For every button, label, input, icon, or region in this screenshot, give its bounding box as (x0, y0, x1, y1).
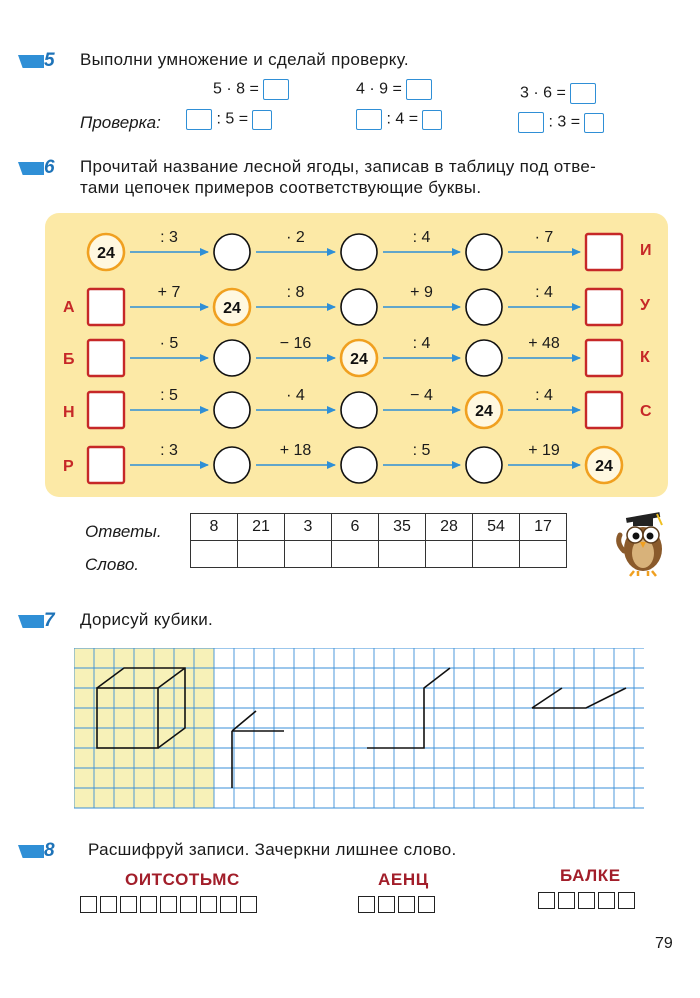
letter-box[interactable] (618, 892, 635, 909)
operation-label: : 4 (535, 284, 553, 301)
task-5-equation-2: 4 · 9 = (356, 79, 432, 100)
letter-box[interactable] (378, 896, 395, 913)
scrambled-word-2: АЕНЦ (378, 870, 429, 889)
answer-cell: 8 (191, 514, 238, 541)
task-5-equation-1: 5 · 8 = (213, 79, 289, 100)
task-6-text-line-2: тами цепочек примеров соответствующие буквы. (80, 178, 482, 197)
answer-square[interactable] (88, 392, 124, 428)
letter-cell[interactable] (426, 541, 473, 568)
answer-circle[interactable] (214, 340, 250, 376)
operation-label: + 48 (528, 335, 560, 352)
answer-circle[interactable] (341, 289, 377, 325)
task-5-check-1: : 5 = (186, 109, 272, 130)
word-row (191, 541, 567, 568)
answer-circle[interactable] (214, 234, 250, 270)
answer-square[interactable] (586, 289, 622, 325)
letter-cell[interactable] (285, 541, 332, 568)
letter-cell[interactable] (238, 541, 285, 568)
operation-label: − 16 (279, 335, 312, 352)
operation-label: : 5 (160, 387, 178, 404)
letter-cell[interactable] (473, 541, 520, 568)
answer-square[interactable] (586, 234, 622, 270)
row-label-right: К (640, 349, 650, 366)
scrambled-word-1: ОИТСОТЬМС (125, 870, 240, 889)
answer-square[interactable] (586, 392, 622, 428)
answer-cell: 3 (285, 514, 332, 541)
answer-circle[interactable] (214, 392, 250, 428)
scrambled-word-3: БАЛКЕ (560, 866, 621, 885)
answer-cell: 54 (473, 514, 520, 541)
operation-label: · 2 (286, 229, 305, 246)
letter-cell[interactable] (379, 541, 426, 568)
cube-grid (74, 648, 644, 813)
operation-label: + 9 (410, 284, 433, 301)
answer-circle[interactable] (341, 234, 377, 270)
row-label-left: Б (63, 351, 75, 368)
letter-cell[interactable] (191, 541, 238, 568)
letter-boxes-2[interactable] (358, 896, 438, 913)
task-5-equation-3: 3 · 6 = (520, 83, 596, 104)
answer-cell: 35 (379, 514, 426, 541)
operation-label: : 3 (160, 229, 178, 246)
word-label: Слово. (85, 555, 139, 574)
letter-box[interactable] (558, 892, 575, 909)
answer-square[interactable] (88, 289, 124, 325)
operation-label: : 8 (286, 284, 305, 301)
answer-circle[interactable] (341, 447, 377, 483)
operation-label: · 5 (159, 335, 179, 352)
start-value: 24 (350, 351, 368, 368)
answers-table (190, 513, 567, 568)
task-7-number: 7 (44, 610, 55, 631)
row-label-left: А (63, 299, 75, 316)
task-7-text: Дорисуй кубики. (80, 610, 214, 629)
task-6-number: 6 (44, 157, 55, 178)
answer-square[interactable] (88, 340, 124, 376)
letter-box[interactable] (398, 896, 415, 913)
operation-label: − 4 (410, 387, 433, 404)
answer-circle[interactable] (466, 234, 502, 270)
letter-box[interactable] (598, 892, 615, 909)
operation-label: · 4 (286, 387, 305, 404)
task-5-number: 5 (44, 50, 55, 71)
row-label-right: С (640, 403, 652, 420)
answer-square[interactable] (88, 447, 124, 483)
operation-label: + 19 (528, 442, 560, 459)
answers-label: Ответы. (85, 522, 162, 541)
letter-box[interactable] (80, 896, 97, 913)
cube-start-1 (232, 711, 284, 788)
letter-box[interactable] (180, 896, 197, 913)
letter-box[interactable] (240, 896, 257, 913)
start-value: 24 (223, 300, 241, 317)
task-5-check-3: : 3 = (518, 112, 604, 133)
operation-label: : 4 (412, 229, 431, 246)
letter-box[interactable] (578, 892, 595, 909)
start-value: 24 (595, 458, 613, 475)
operation-label: : 5 (412, 442, 431, 459)
letter-box[interactable] (120, 896, 137, 913)
cube-start-3 (532, 688, 626, 708)
answer-square[interactable] (586, 340, 622, 376)
page-number: 79 (655, 935, 673, 952)
answer-circle[interactable] (341, 392, 377, 428)
letter-box[interactable] (160, 896, 177, 913)
answer-circle[interactable] (466, 289, 502, 325)
answer-cell: 28 (426, 514, 473, 541)
letter-boxes-3[interactable] (538, 892, 638, 909)
letter-box[interactable] (220, 896, 237, 913)
check-label: Проверка: (80, 113, 161, 132)
letter-box[interactable] (200, 896, 217, 913)
task-8-number: 8 (44, 840, 55, 861)
row-label-right: И (640, 242, 652, 259)
row-label-right: У (640, 297, 650, 314)
letter-cell[interactable] (332, 541, 379, 568)
task-8-text: Расшифруй записи. Зачеркни лишнее слово. (88, 840, 457, 859)
operation-label: : 4 (412, 335, 431, 352)
letter-box[interactable] (358, 896, 375, 913)
answer-circle[interactable] (466, 340, 502, 376)
letter-boxes-1[interactable] (80, 896, 260, 913)
answers-row (191, 514, 567, 541)
answer-circle[interactable] (214, 447, 250, 483)
answer-cell: 17 (520, 514, 567, 541)
operation-label: + 18 (279, 442, 312, 459)
answer-circle[interactable] (466, 447, 502, 483)
operation-label: · 7 (534, 229, 554, 246)
letter-box[interactable] (418, 896, 435, 913)
letter-box[interactable] (100, 896, 117, 913)
task-5-text: Выполни умножение и сделай проверку. (80, 50, 409, 69)
row-label-left: Р (63, 458, 74, 475)
operation-label: : 3 (160, 442, 178, 459)
task-5-check-2: : 4 = (356, 109, 442, 130)
row-label-left: Н (63, 404, 75, 421)
start-value: 24 (97, 245, 115, 262)
letter-box[interactable] (140, 896, 157, 913)
letter-box[interactable] (538, 892, 555, 909)
owl-icon (612, 505, 674, 577)
operation-label: : 4 (535, 387, 553, 404)
letter-cell[interactable] (520, 541, 567, 568)
task-6-text-line-1: Прочитай название лесной ягоды, записав в таблицу под отве- (80, 157, 597, 176)
answer-cell: 21 (238, 514, 285, 541)
operation-label: + 7 (157, 284, 181, 301)
start-value: 24 (475, 403, 493, 420)
answer-cell: 6 (332, 514, 379, 541)
